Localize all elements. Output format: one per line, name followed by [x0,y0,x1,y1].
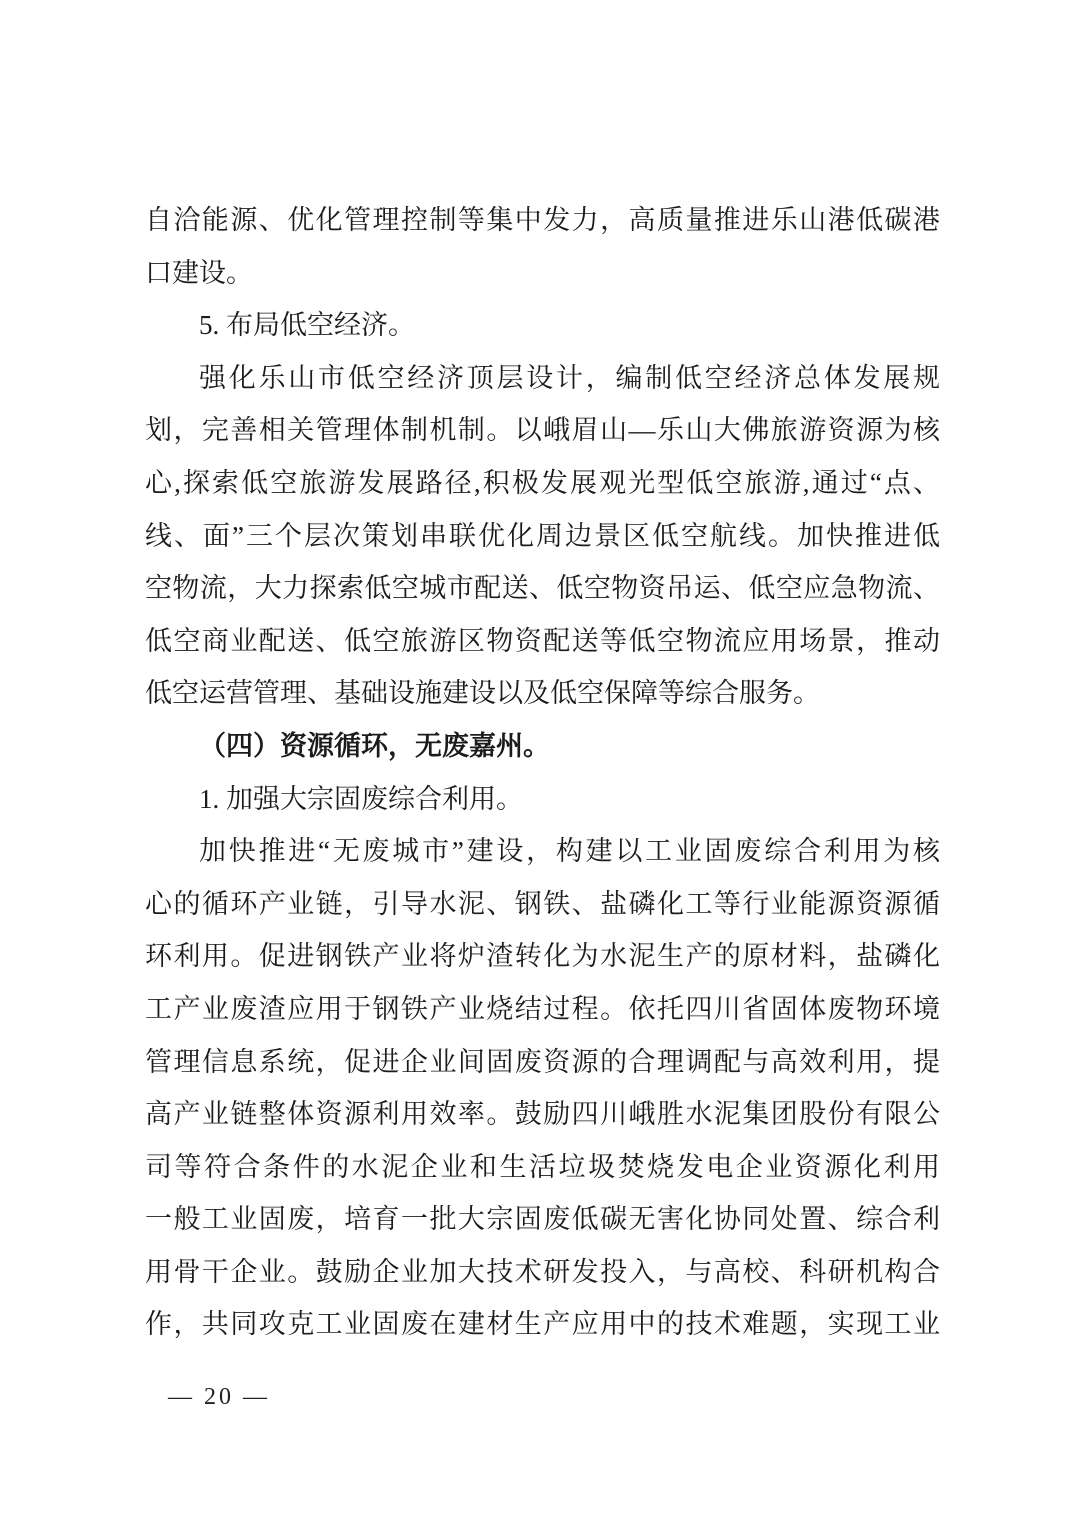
body-line: 心,探索低空旅游发展路径,积极发展观光型低空旅游,通过“点、 [145,467,940,498]
body-line: 空物流，大力探索低空城市配送、低空物资吊运、低空应急物流、 [145,573,940,604]
body-line: 心的循环产业链，引导水泥、钢铁、盐磷化工等行业能源资源循 [145,888,940,919]
item-heading: 5. 布局低空经济。 [199,310,415,341]
body-line: 用骨干企业。鼓励企业加大技术研发投入，与高校、科研机构合 [145,1256,940,1287]
body-line: 工产业废渣应用于钢铁产业烧结过程。依托四川省固体废物环境 [145,993,940,1024]
body-line: 低空运营管理、基础设施建设以及低空保障等综合服务。 [145,678,820,709]
body-line: 低空商业配送、低空旅游区物资配送等低空物流应用场景，推动 [145,625,940,656]
body-line: 划，完善相关管理体制机制。以峨眉山—乐山大佛旅游资源为核 [145,415,940,446]
item-heading: 1. 加强大宗固废综合利用。 [199,783,523,814]
body-line: 一般工业固废，培育一批大宗固废低碳无害化协同处置、综合利 [145,1204,940,1235]
document-body [145,194,940,1351]
body-line: 线、面”三个层次策划串联优化周边景区低空航线。加快推进低 [145,520,940,551]
body-line: 管理信息系统，促进企业间固废资源的合理调配与高效利用，提 [145,1046,940,1077]
section-heading: （四）资源循环，无废嘉州。 [199,730,550,761]
body-line: 口建设。 [145,257,253,288]
body-line: 作，共同攻克工业固废在建材生产应用中的技术难题，实现工业 [145,1309,940,1340]
body-line: 强化乐山市低空经济顶层设计，编制低空经济总体发展规 [199,362,940,393]
body-line: 高产业链整体资源利用效率。鼓励四川峨胜水泥集团股份有限公 [145,1099,940,1130]
body-line: 加快推进“无废城市”建设，构建以工业固废综合利用为核 [199,836,940,867]
body-line: 自洽能源、优化管理控制等集中发力，高质量推进乐山港低碳港 [145,205,940,235]
page-number: — 20 — [168,1384,270,1410]
body-line: 司等符合条件的水泥企业和生活垃圾焚烧发电企业资源化利用 [145,1151,940,1182]
body-line: 环利用。促进钢铁产业将炉渣转化为水泥生产的原材料，盐磷化 [145,941,940,972]
